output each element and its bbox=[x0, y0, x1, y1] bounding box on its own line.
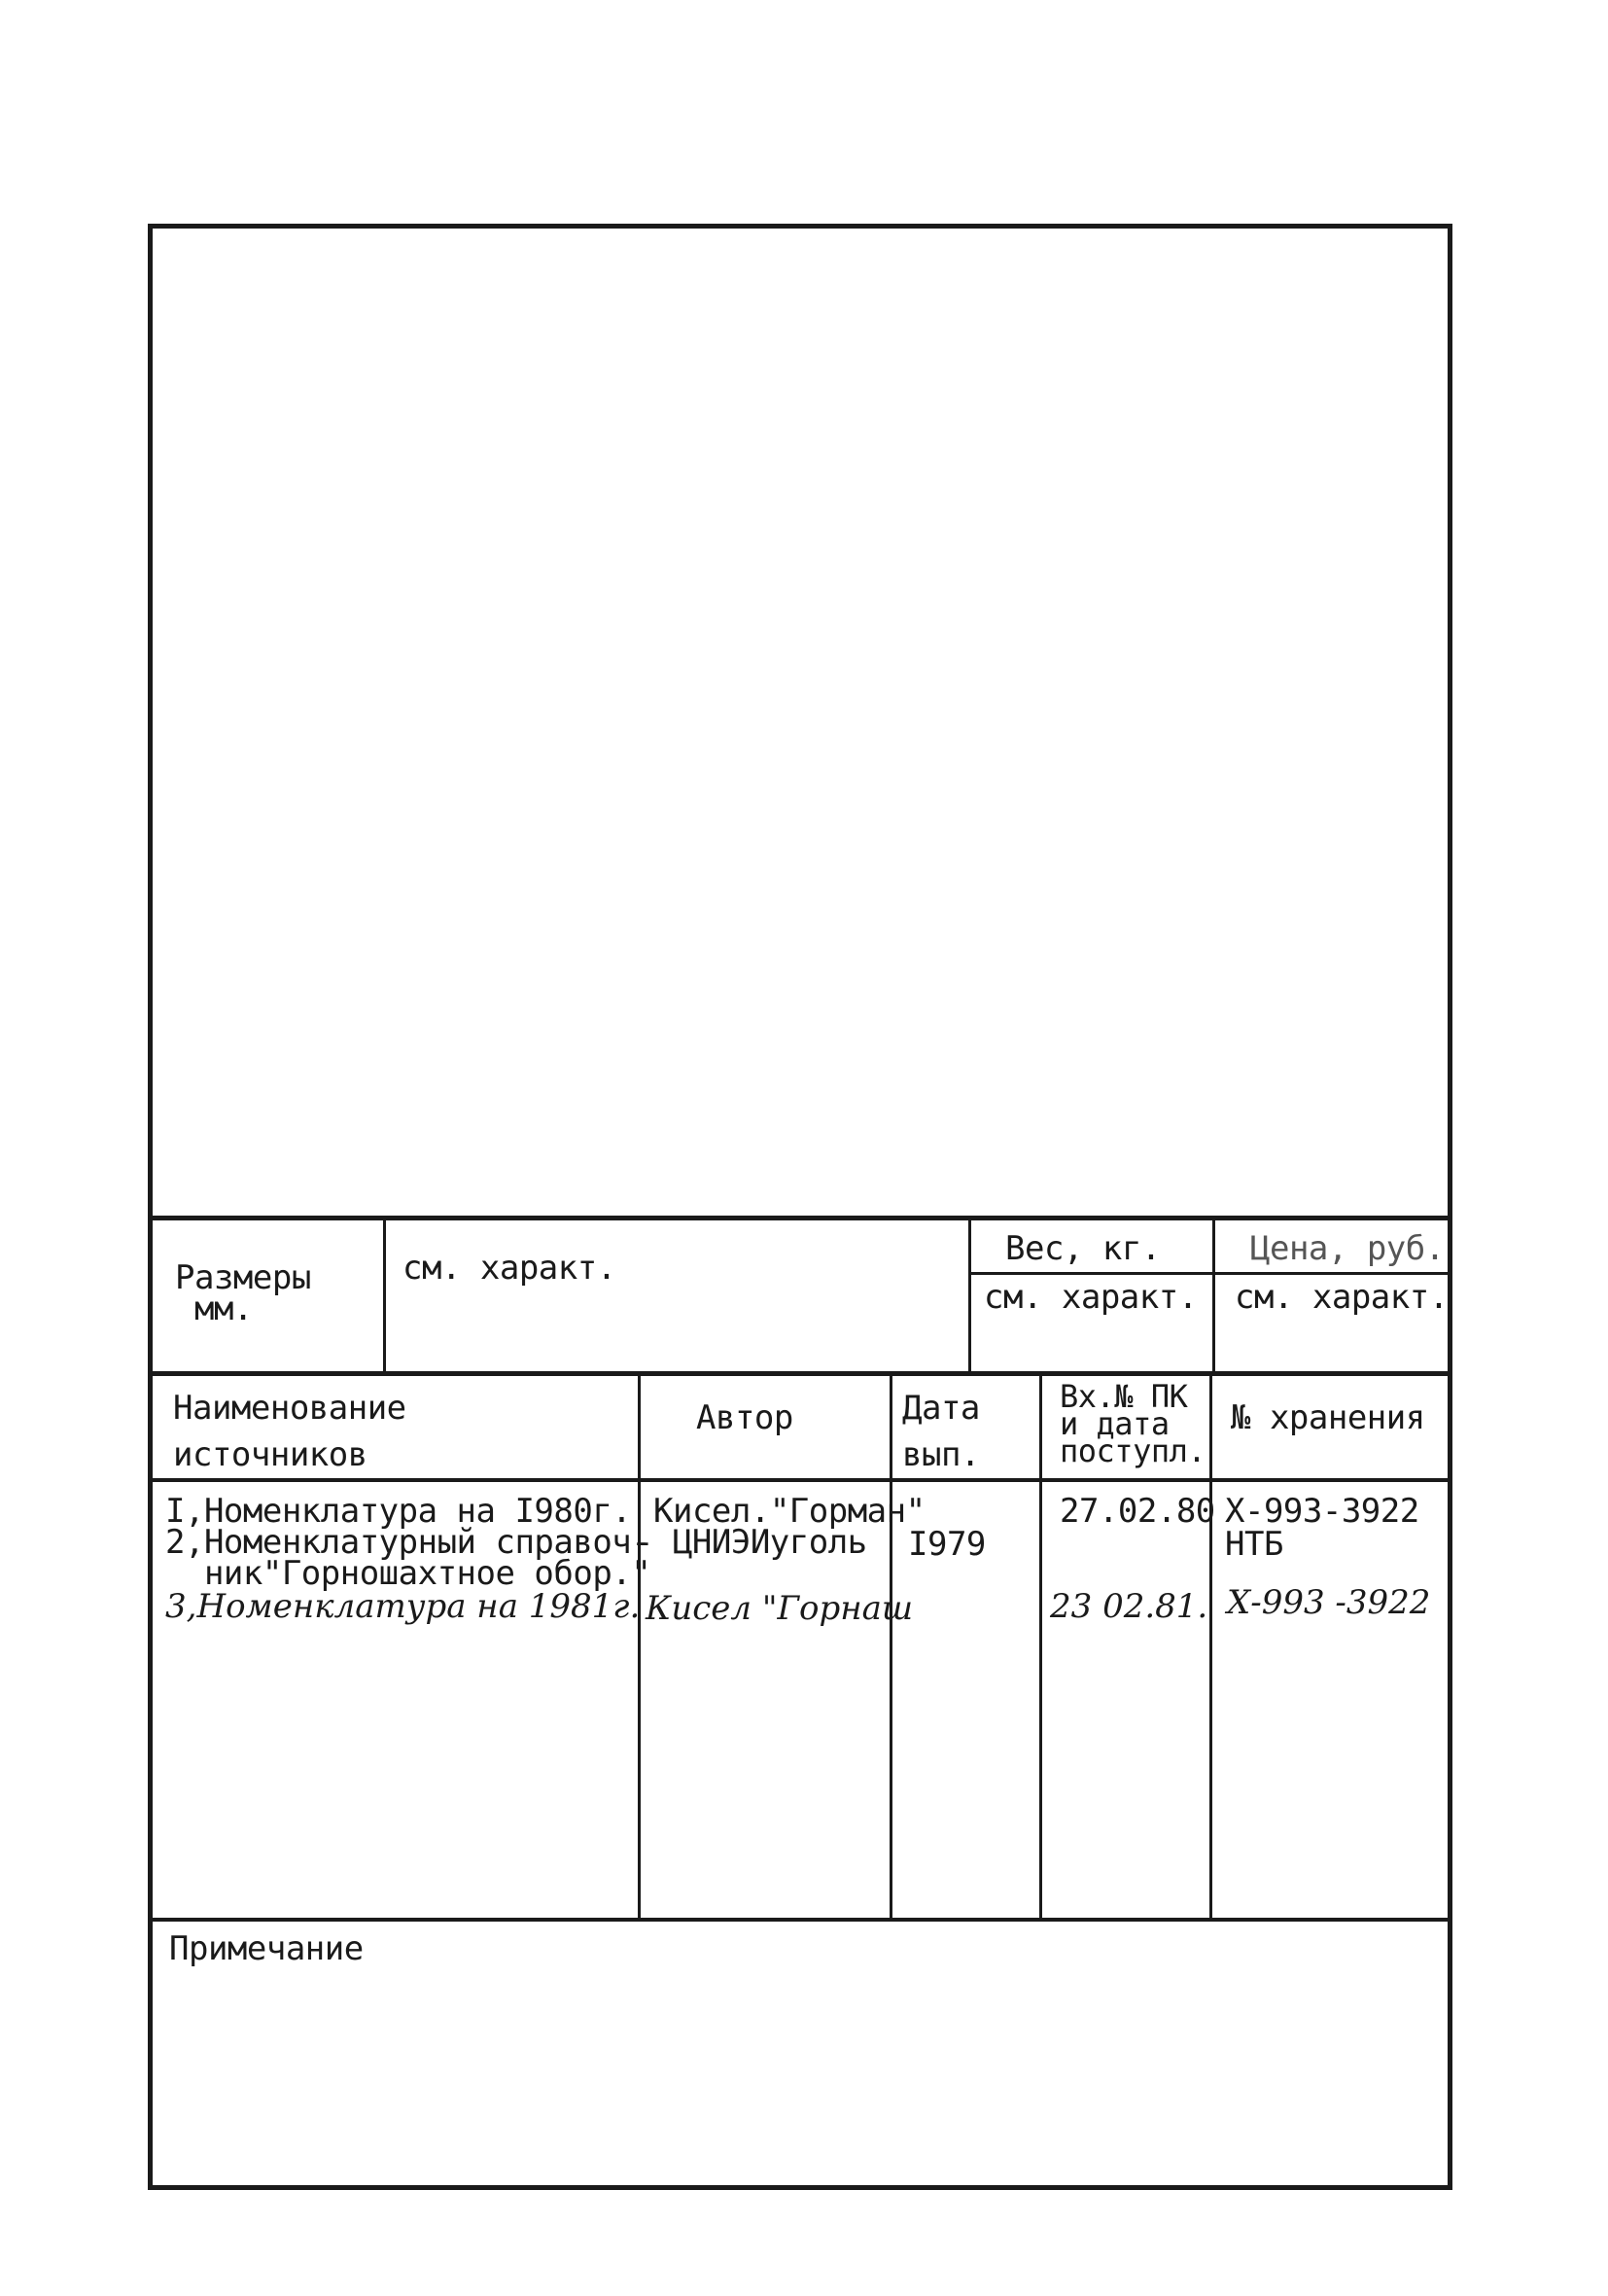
header-bottom-rule bbox=[152, 1371, 1452, 1376]
row-2-name: 2,Номенклатурный справоч- ник"Горношахтное обор." bbox=[165, 1523, 651, 1593]
header-top-rule bbox=[152, 1216, 1452, 1220]
name-author-divider bbox=[638, 1373, 641, 1920]
column-header-author: Автор bbox=[696, 1398, 793, 1437]
sizes-label: Размеры мм. bbox=[175, 1258, 311, 1328]
price-label: Цена, руб. bbox=[1250, 1229, 1445, 1268]
weight-label: Вес, кг. bbox=[1005, 1229, 1161, 1268]
weight-left-divider bbox=[968, 1218, 971, 1373]
weight-price-divider-rule bbox=[968, 1272, 1452, 1275]
column-header-name: Наименование источников bbox=[173, 1389, 406, 1474]
row-1-author: Кисел."Горман" bbox=[653, 1492, 926, 1531]
row-1-name: I,Номенклатура на I980г. bbox=[165, 1492, 632, 1531]
row-1-storage: Х-993-3922 bbox=[1225, 1492, 1419, 1531]
row-3-storage: Х-993 -3922 bbox=[1227, 1583, 1431, 1622]
sizes-divider bbox=[383, 1218, 386, 1373]
weight-value: см. характ. bbox=[984, 1278, 1198, 1317]
notes-label: Примечание bbox=[169, 1929, 364, 1968]
date-incoming-divider bbox=[1039, 1373, 1042, 1920]
row-3-name: 3,Номенклатура на 1981г. bbox=[165, 1587, 641, 1626]
column-header-rule bbox=[152, 1478, 1452, 1482]
row-2-author: - ЦНИЭИуголь bbox=[634, 1523, 867, 1562]
row-3-author: Кисел "Горнаш bbox=[646, 1589, 914, 1628]
row-2-storage: НТБ bbox=[1225, 1525, 1283, 1564]
notes-top-rule bbox=[152, 1918, 1452, 1922]
row-3-incoming: 23 02.81. bbox=[1050, 1587, 1208, 1626]
row-1-incoming: 27.02.80 bbox=[1060, 1492, 1215, 1531]
price-value: см. характ. bbox=[1235, 1278, 1449, 1317]
column-header-storage: № хранения bbox=[1231, 1398, 1425, 1437]
price-left-divider bbox=[1212, 1218, 1215, 1373]
column-header-date: Дата вып. bbox=[902, 1389, 980, 1474]
author-date-divider bbox=[890, 1373, 892, 1920]
catalog-card bbox=[148, 224, 1452, 2190]
incoming-storage-divider bbox=[1209, 1373, 1212, 1920]
row-2-date: I979 bbox=[908, 1525, 986, 1564]
column-header-incoming: Вх.№ ПК и дата поступл. bbox=[1060, 1378, 1206, 1469]
sizes-value: см. характ. bbox=[402, 1249, 616, 1288]
